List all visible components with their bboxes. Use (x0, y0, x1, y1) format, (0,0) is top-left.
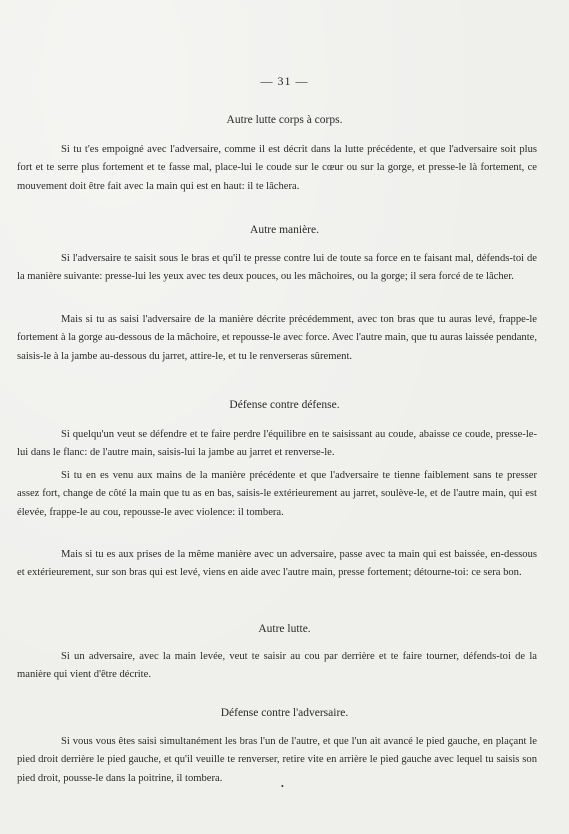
section-heading-defense-contre-defense: Défense contre défense. (229, 399, 340, 411)
footer-ornament: • (281, 782, 284, 791)
section-heading-defense-contre-adversaire: Défense contre l'adversaire. (220, 707, 349, 719)
section-heading-autre-maniere: Autre manière. (250, 224, 319, 236)
page-number: — 31 — (260, 74, 309, 88)
section-heading-autre-lutte: Autre lutte. (258, 623, 311, 635)
paragraph: Si quelqu'un veut se défendre et te faire perdre l'équilibre en te saisissant au coude, abaisse ce coude, presse-le-lui dans le flanc: de l'autre main, saisis-lui la jambe au jarret et renverse-le. (17, 429, 537, 459)
paragraph: Si l'adversaire te saisit sous le bras et qu'il te presse contre lui de toute sa force en te faisant mal, défends-toi de la manière suivante: presse-lui les yeux avec tes deux pouces, ou les mâchoires, ou la gorge; il sera forcé de te lâcher. (17, 253, 537, 283)
paragraph: Mais si tu as saisi l'adversaire de la manière décrite précédemment, avec ton bras que tu auras levé, frappe-le fortement à la gorge au-dessous de la mâchoire, et repousse-le avec force. Avec l'autre main, que tu auras laissée pendante, saisis-le à la jambe au-dessous du jarret, attire-le, et tu le renverseras sûrement. (17, 314, 537, 362)
section-heading-corps-a-corps: Autre lutte corps à corps. (226, 114, 343, 126)
paragraph: Si vous vous êtes saisi simultanément les bras l'un de l'autre, et que l'un ait avancé le pied gauche, en plaçant le pied droit derrière le pied gauche, et qu'il veuille te renverser, retire vite en arrière le pied gauche avec lequel tu saisis son pied droit, pousse-le dans la poitrine, il tombera. (17, 736, 537, 784)
paragraph: Mais si tu es aux prises de la même manière avec un adversaire, passe avec ta main qui est baissée, en-dessous et extérieurement, sur son bras qui est levé, viens en aide avec l'autre main, presse fortement; détourne-toi: ce sera bon. (17, 549, 537, 579)
paragraph: Si tu en es venu aux mains de la manière précédente et que l'adversaire te tienne faiblement sans te presser assez fort, change de côté la main que tu as en bas, saisis-le extérieurement au jarret, soulève-le, et de l'autre main, qui est élevée, frappe-le au cou, repousse-le avec violence: il tombera. (17, 470, 537, 518)
paragraph: Si tu t'es empoigné avec l'adversaire, comme il est décrit dans la lutte précédente, et que l'adversaire soit plus fort et te serre plus fortement et te fasse mal, place-lui le coude sur le cœur ou sur la gorge, et presse-le là fortement, ce mouvement doit être fait avec la main qui est en haut: il te lâchera. (17, 144, 537, 192)
paragraph: Si un adversaire, avec la main levée, veut te saisir au cou par derrière et te faire tourner, défends-toi de la manière qui vient d'être décrite. (17, 651, 537, 681)
